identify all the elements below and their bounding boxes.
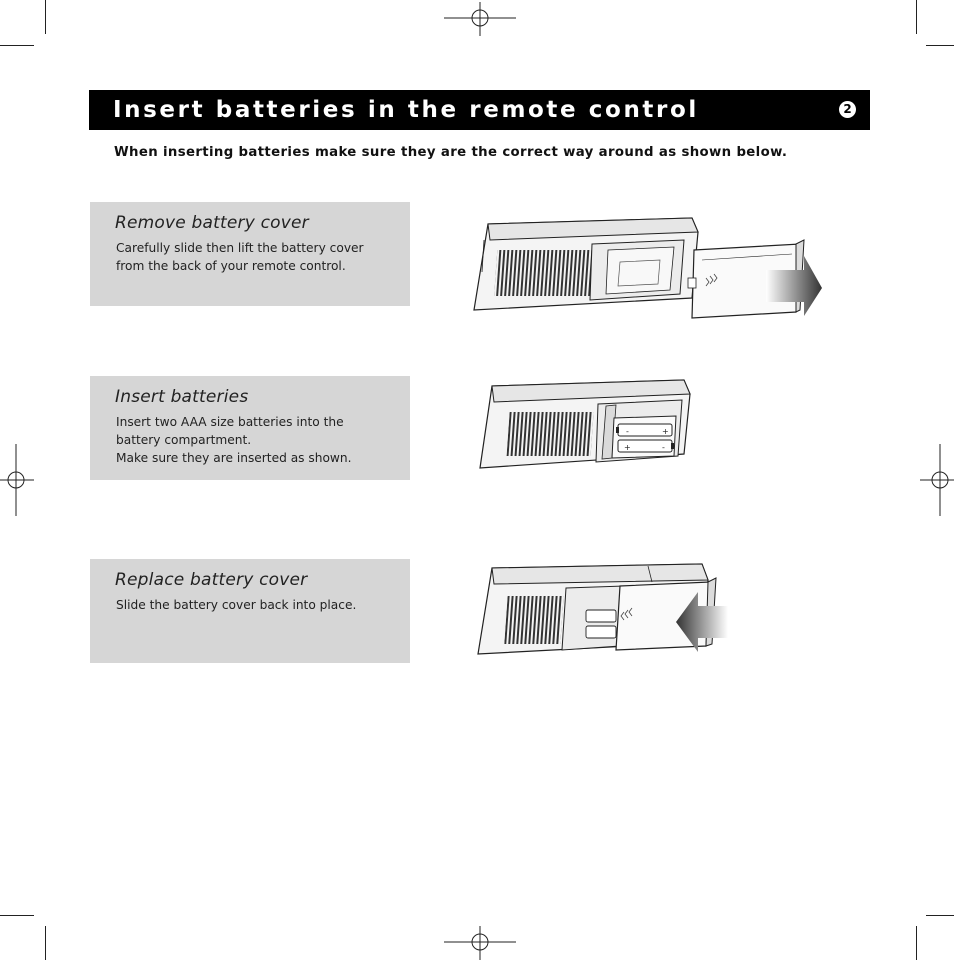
step-line: from the back of your remote control. bbox=[116, 259, 346, 273]
step-title: Insert batteries bbox=[115, 387, 249, 407]
registration-mark-right bbox=[920, 444, 954, 516]
step-title: Remove battery cover bbox=[115, 213, 309, 233]
page-title: Insert batteries in the remote control bbox=[113, 97, 699, 123]
crop-mark bbox=[916, 0, 917, 34]
registration-mark-bottom bbox=[444, 926, 516, 960]
crop-mark bbox=[0, 45, 34, 46]
registration-mark-top bbox=[444, 2, 516, 36]
step-title: Replace battery cover bbox=[115, 570, 308, 590]
replace-cover-illustration bbox=[474, 562, 734, 658]
step-insert-batteries bbox=[90, 376, 410, 480]
battery-icon bbox=[616, 424, 672, 436]
step-line: Carefully slide then lift the battery cover bbox=[116, 241, 364, 255]
step-line: Insert two AAA size batteries into the bbox=[116, 415, 344, 429]
crop-mark bbox=[916, 926, 917, 960]
insert-batteries-illustration bbox=[476, 378, 706, 474]
step-replace-cover bbox=[90, 559, 410, 663]
crop-mark bbox=[45, 926, 46, 960]
step-line: Make sure they are inserted as shown. bbox=[116, 451, 352, 465]
step-line: Slide the battery cover back into place. bbox=[116, 598, 357, 612]
registration-mark-left bbox=[0, 444, 34, 516]
svg-text:-: - bbox=[662, 443, 665, 452]
battery-icon bbox=[618, 440, 674, 452]
svg-text:+: + bbox=[624, 443, 631, 452]
step-remove-cover bbox=[90, 202, 410, 306]
remove-cover-illustration bbox=[470, 212, 830, 324]
intro-text: When inserting batteries make sure they are the correct way around as shown below. bbox=[114, 145, 788, 160]
step-description bbox=[116, 413, 406, 467]
crop-mark bbox=[926, 915, 954, 916]
page-number-badge: 2 bbox=[839, 101, 856, 118]
svg-text:+: + bbox=[662, 427, 669, 436]
crop-mark bbox=[926, 45, 954, 46]
step-description bbox=[116, 596, 406, 614]
step-line: battery compartment. bbox=[116, 433, 252, 447]
crop-mark bbox=[45, 0, 46, 34]
crop-mark bbox=[0, 915, 34, 916]
section-header bbox=[89, 90, 870, 130]
step-description bbox=[116, 239, 406, 275]
svg-text:-: - bbox=[626, 427, 629, 436]
